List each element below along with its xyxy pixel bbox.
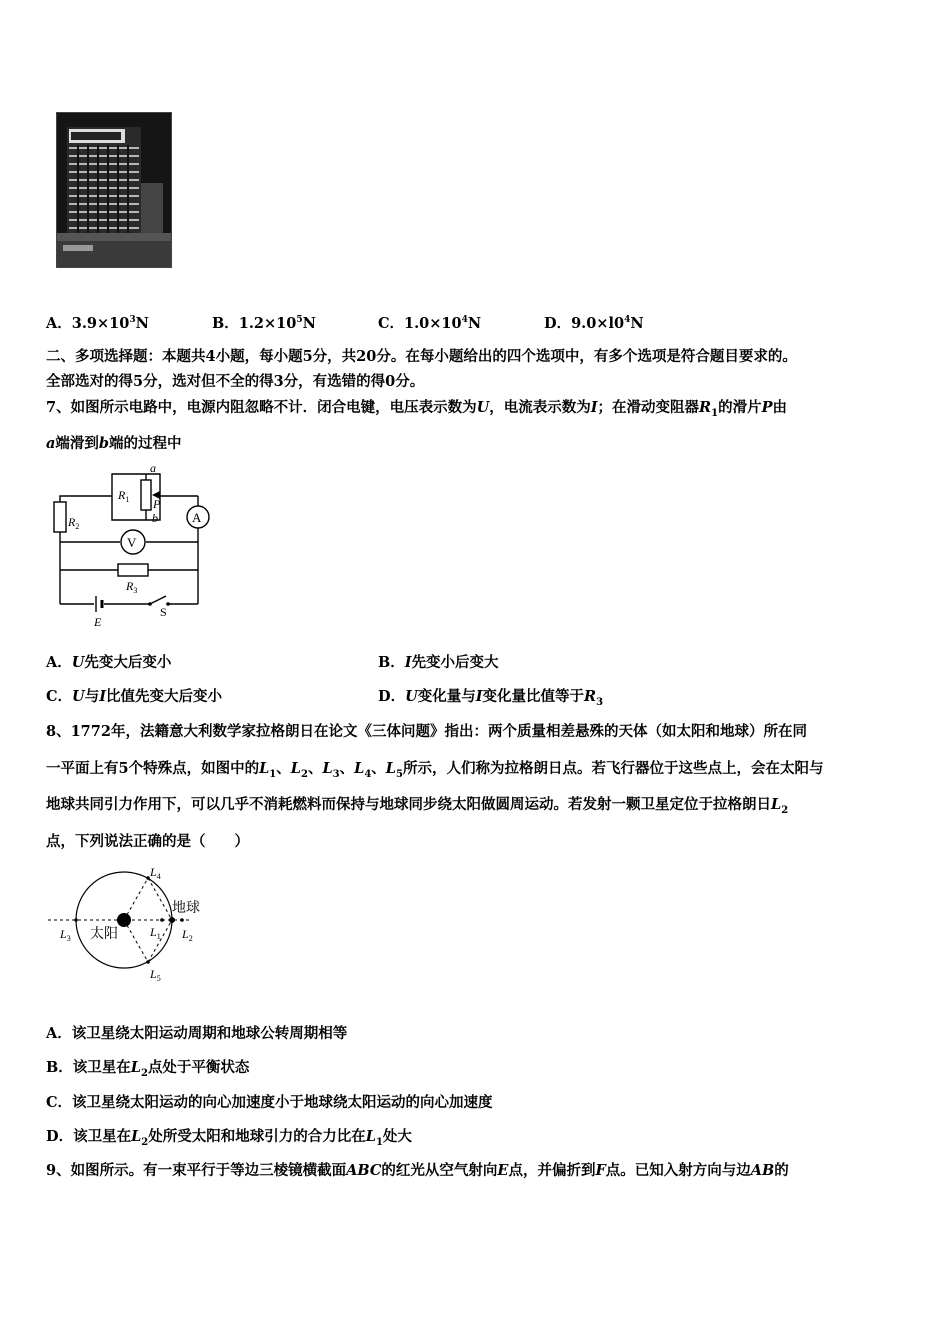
slider-p-label: P <box>153 497 161 511</box>
q6-option-d: D．$9.0\times l0^4N$ <box>544 315 644 332</box>
l4-label: $L_4$ <box>150 865 161 881</box>
terminal-a-label: a <box>150 462 156 475</box>
l3-label: $L_3$ <box>60 927 71 943</box>
q6-option-b: B．$1.2\times 10^5N$ <box>212 315 316 332</box>
circuit-diagram <box>40 462 230 634</box>
l5-label: $L_5$ <box>150 967 161 983</box>
l1-label: $L_1$ <box>150 925 161 941</box>
q8-stem-line4: 点，下列说法正确的是（ ） <box>46 833 249 850</box>
switch-s-label: S <box>160 605 167 619</box>
sun-icon <box>117 913 131 927</box>
sun-label: 太阳 <box>90 925 118 941</box>
q8-option-c: C．该卫星绕太阳运动的向心加速度小于地球绕太阳运动的向心加速度 <box>46 1094 493 1111</box>
q7-option-d: D．U变化量与I变化量比值等于$R_3$ <box>378 688 604 708</box>
q8-option-d: D．该卫星在$L_2$处所受太阳和地球引力的合力比在$L_1$处大 <box>46 1128 412 1148</box>
q8-stem-line2: 一平面上有5个特殊点，如图中的$L_1$、$L_2$、$L_3$、$L_4$、$L_5$所示，人们称为拉格朗日点。若飞行器位于这些点上，会在太阳与 <box>46 760 824 780</box>
q6-option-a: A．$3.9\times 10^3N$ <box>46 315 149 332</box>
q7-option-a: A．U先变大后变小 <box>46 654 172 671</box>
r2-label: $R_2$ <box>68 515 80 531</box>
q7-stem-line1: 7、如图所示电路中，电源内阻忽略不计．闭合电键，电压表示数为U，电流表示数为I；在滑动变阻器$R_1$的滑片P由 <box>46 399 787 419</box>
q7-option-b: B．I先变小后变大 <box>378 654 499 671</box>
earth-icon <box>169 917 175 923</box>
q8-stem-line1: 8、1772年，法籍意大利数学家拉格朗日在论文《三体问题》指出：两个质量相差悬殊的天体（如太阳和地球）所在同 <box>46 723 807 740</box>
section-heading-line2: 全部选对的得5分，选对但不全的得3分，有选错的得0分。 <box>46 373 425 390</box>
l2-label: $L_2$ <box>182 927 193 943</box>
lagrange-diagram <box>46 862 216 988</box>
building-photo <box>56 112 172 268</box>
earth-label: 地球 <box>172 899 200 915</box>
voltmeter-label: V <box>127 535 137 550</box>
ammeter-label: A <box>192 510 202 525</box>
battery-e-label: E <box>94 615 102 629</box>
r3-label: $R_3$ <box>126 579 138 595</box>
q8-stem-line3: 地球共同引力作用下，可以几乎不消耗燃料而保持与地球同步绕太阳做圆周运动。若发射一颗卫星定位于拉格朗日$L_2$ <box>46 796 789 816</box>
r1-label: $R_1$ <box>118 488 130 504</box>
q8-option-b: B．该卫星在$L_2$点处于平衡状态 <box>46 1059 250 1079</box>
terminal-b-label: b <box>152 511 158 525</box>
q8-option-a: A．该卫星绕太阳运动周期和地球公转周期相等 <box>46 1025 348 1042</box>
q6-option-c: C．$1.0\times 10^4N$ <box>378 315 482 332</box>
q7-option-c: C．U与I比值先变大后变小 <box>46 688 222 705</box>
section-heading-line1: 二、多项选择题：本题共4小题，每小题5分，共20分。在每小题给出的四个选项中，有多个选项是符合题目要求的。 <box>46 348 797 365</box>
q7-stem-line2: a端滑到b端的过程中 <box>46 435 182 452</box>
q9-stem-line1: 9、如图所示。有一束平行于等边三棱镜横截面ABC的红光从空气射向E点，并偏折到F点。已知入射方向与边AB的 <box>46 1162 789 1179</box>
